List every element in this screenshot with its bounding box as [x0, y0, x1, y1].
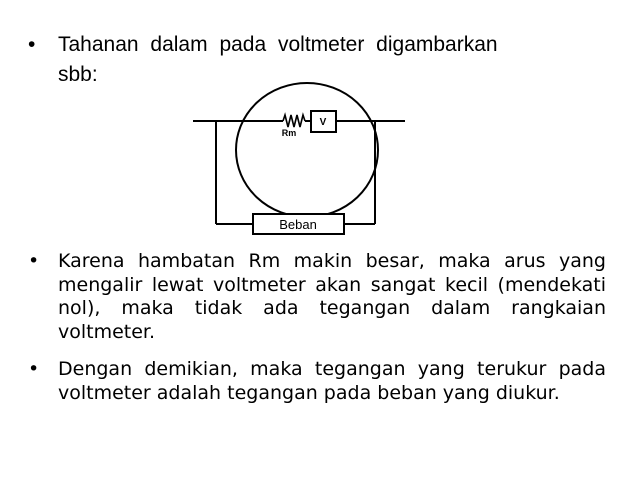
bullet-item-1	[28, 250, 606, 344]
bullet-text: Dengan demikian, maka tegangan yang terukur pada voltmeter adalah tegangan pada beban yang diukur.	[58, 358, 606, 404]
bullet-marker: •	[28, 358, 40, 380]
load-label: Beban	[279, 217, 317, 232]
intro-text-line1: Tahanan dalam pada voltmeter digambarkan	[58, 33, 498, 56]
voltmeter-ellipse	[236, 83, 378, 217]
bullet-item-2	[28, 358, 606, 405]
resistor-zigzag	[283, 115, 305, 127]
meter-label: V	[319, 117, 327, 128]
bullet-marker: •	[28, 33, 36, 56]
bullet-marker: •	[28, 250, 40, 272]
intro-text-line2: sbb:	[58, 63, 98, 86]
bullet-text: Karena hambatan Rm makin besar, maka arus yang mengalir lewat voltmeter akan sangat kecil (mendekati nol), maka tidak ada tegangan dalam rangkaian voltmeter.	[58, 250, 606, 343]
resistor-label: Rm	[281, 128, 297, 138]
